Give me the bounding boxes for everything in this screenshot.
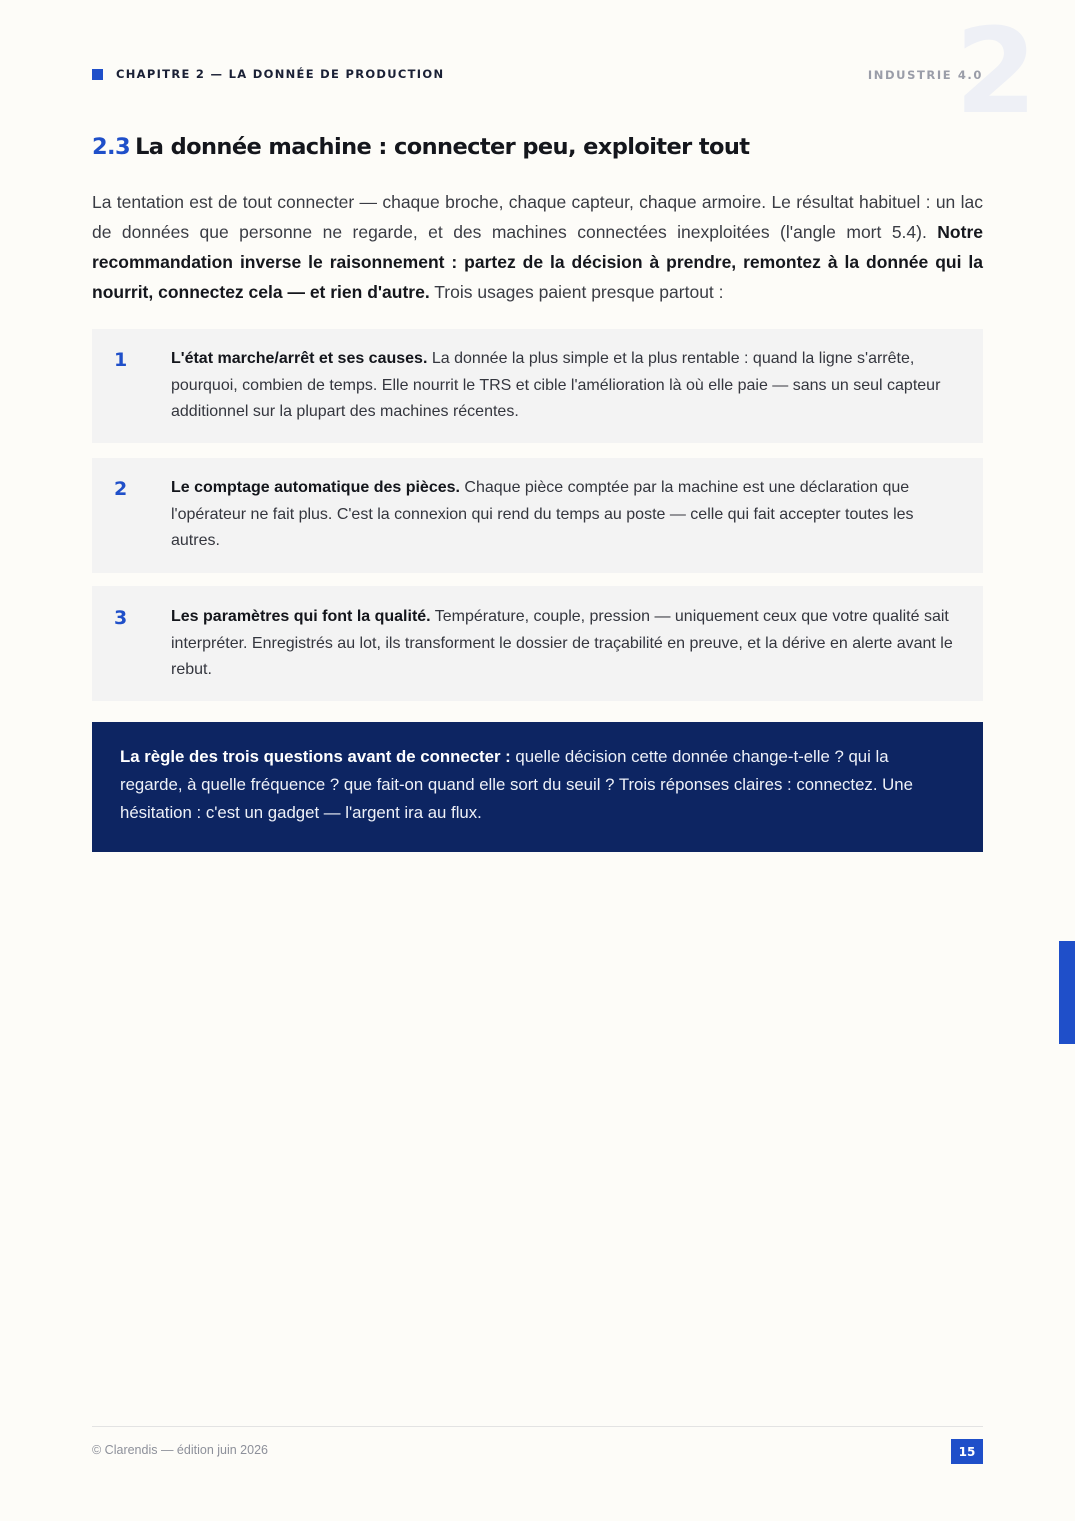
- usage-number: 3: [114, 607, 128, 629]
- chapter-heading: [92, 67, 444, 81]
- usage-title: Le comptage automatique des pièces.: [171, 479, 460, 496]
- callout-title: La règle des trois questions avant de connecter :: [120, 747, 511, 766]
- footer-copyright: © Clarendis — édition juin 2026: [92, 1443, 268, 1457]
- usage-text: Chaque pièce comptée par la machine est une déclaration que l'opérateur ne fait plus. C'est la connexion qui rend du temps au poste — celle qui fait accepter toutes les autres.: [171, 479, 914, 549]
- usage-title: L'état marche/arrêt et ses causes.: [171, 350, 428, 367]
- intro-recommendation: Notre recommandation inverse le raisonnement : partez de la décision à prendre, remontez à la donnée qui la nourrit, connectez cela — et rien d'autre.: [92, 222, 983, 302]
- callout-body: quelle décision cette donnée change-t-elle ? qui la regarde, à quelle fréquence ? que fait-on quand elle sort du seuil ? Trois réponses claires : connectez. Une hésitation : c'est un gadget — l'argent ira au flux.: [120, 747, 913, 822]
- rule-callout: [92, 722, 983, 852]
- usage-card-3: [92, 586, 983, 701]
- intro-text: La tentation est de tout connecter — chaque broche, chaque capteur, chaque armoire. Le résultat habituel : un lac de données que personne ne regarde, et des machines connectées inexploitées (l'angle mort 5.4).: [92, 192, 983, 242]
- page-header: [92, 67, 983, 83]
- usage-text: La donnée la plus simple et la plus rentable : quand la ligne s'arrête, pourquoi, combien de temps. Elle nourrit le TRS et cible l'amélioration là où elle paie — sans un seul capteur additionnel sur la plupart des machines récentes.: [171, 350, 941, 420]
- usage-description: [171, 346, 957, 426]
- chapter-side-tab: [1059, 941, 1075, 1044]
- chapter-label: CHAPITRE 2 — LA DONNÉE DE PRODUCTION: [116, 67, 445, 81]
- page-number-badge: 15: [951, 1439, 983, 1464]
- usage-description: [171, 475, 957, 555]
- usage-card-2: [92, 458, 983, 573]
- usage-title: Les paramètres qui font la qualité.: [171, 608, 431, 625]
- callout-text: [120, 743, 955, 827]
- usage-description: [171, 604, 957, 684]
- brand-label: INDUSTRIE 4.0: [867, 68, 983, 82]
- chapter-marker-square: [92, 69, 103, 80]
- section-number: 2.3: [92, 134, 131, 160]
- usage-number: 2: [114, 478, 128, 500]
- usage-text: Température, couple, pression — uniquement ceux que votre qualité sait interpréter. Enregistrés au lot, ils transforment le dossier de traçabilité en preuve, et la dérive en alerte avant le rebut.: [171, 608, 953, 678]
- intro-text-end: Trois usages paient presque partout :: [429, 282, 724, 302]
- section-title: [92, 134, 749, 160]
- usage-number: 1: [114, 349, 128, 371]
- section-title-text: La donnée machine : connecter peu, exploiter tout: [135, 134, 750, 160]
- footer-divider: [92, 1426, 983, 1427]
- chapter-digit-watermark: 2: [955, 2, 1038, 140]
- usage-card-1: [92, 329, 983, 443]
- intro-paragraph: [92, 187, 983, 307]
